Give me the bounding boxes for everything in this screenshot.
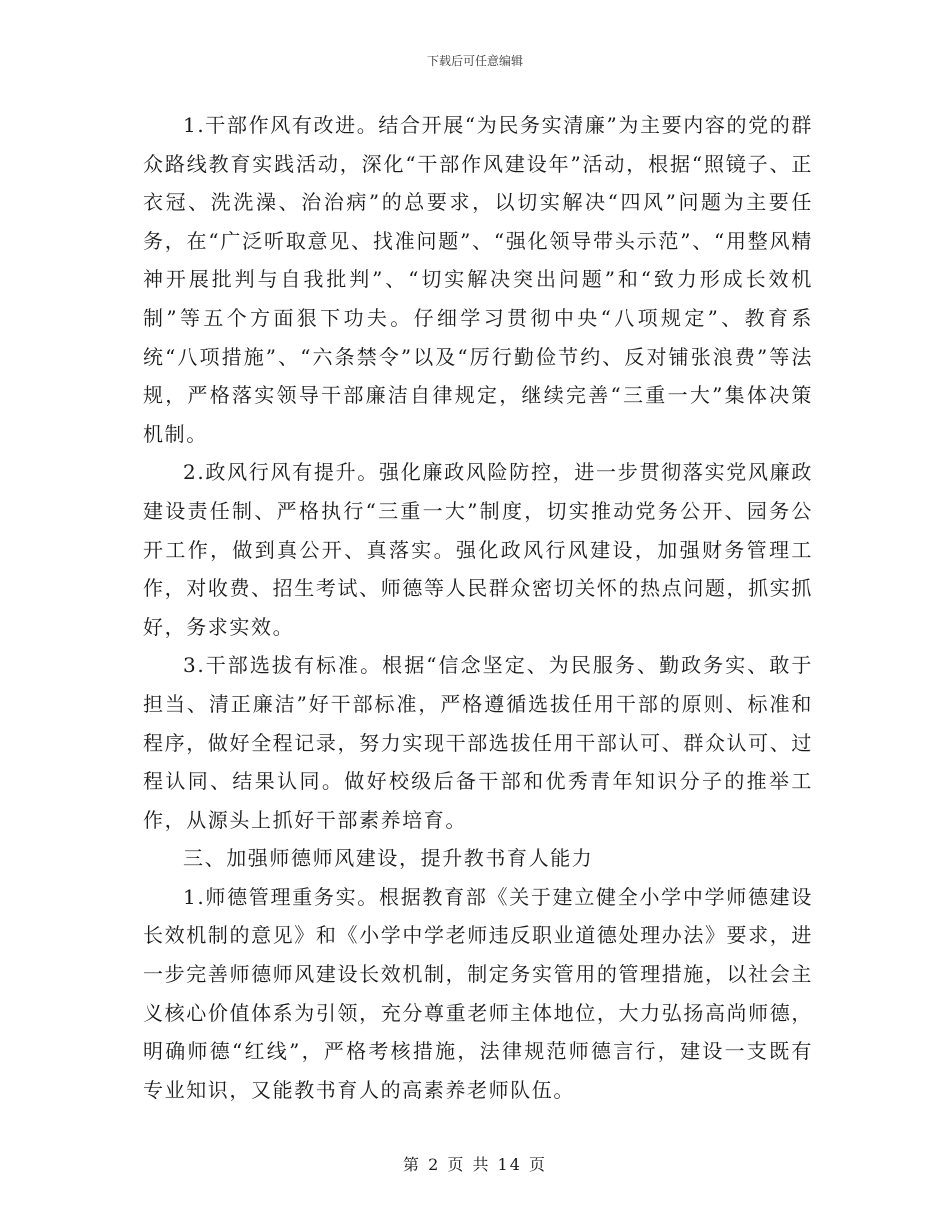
document-body [143,106,813,1109]
paragraph-cadre-selection: 3.干部选拔有标准。根据“信念坚定、为民服务、勤政务实、敢于担当、清正廉洁”好干部标准，严格遵循选拔任用干部的原则、标准和程序，做好全程记录，努力实现干部选拔任用干部认可、群众认可、过程认同、结果认同。做好校级后备干部和优秀青年知识分子的推举工作，从源头上抓好干部素养培育。 [143,653,813,832]
paragraph-government-style: 2.政风行风有提升。强化廉政风险防控，进一步贯彻落实党风廉政建设责任制、严格执行“三重一大”制度，切实推动党务公开、园务公开工作，做到真公开、真落实。强化政风行风建设，加强财务管理工作，对收费、招生考试、师德等人民群众密切关怀的热点问题，抓实抓好，务求实效。 [143,460,813,639]
paragraph-ethics-management: 1.师德管理重务实。根据教育部《关于建立健全小学中学师德建设长效机制的意见》和《小学中学老师违反职业道德处理办法》要求，进一步完善师德师风建设长效机制，制定务实管用的管理措施，以社会主义核心价值体系为引领，充分尊重老师主体地位，大力弘扬高尚师德，明确师德“红线”，严格考核措施，法律规范师德言行，建设一支既有专业知识，又能教书育人的高素养老师队伍。 [143,884,813,1102]
page-header: 下载后可任意编辑 [426,54,523,68]
paragraph-cadre-style: 1.干部作风有改进。结合开展“为民务实清廉”为主要内容的党的群众路线教育实践活动，深化“干部作风建设年”活动，根据“照镜子、正衣冠、洗洗澡、治治病”的总要求，以切实解决“四风”问题为主要任务，在“广泛听取意见、找准问题”、“强化领导带头示范”、“用整风精神开展批判与自我批判”、“切实解决突出问题”和“致力形成长效机制”等五个方面狠下功夫。仔细学习贯彻中央“八项规定”、教育系统“八项措施”、“六条禁令”以及“厉行勤俭节约、反对铺张浪费”等法规，严格落实领导干部廉洁自律规定，继续完善“三重一大”集体决策机制。 [143,113,813,446]
section-heading-teacher-ethics: 三、加强师德师风建设，提升教书育人能力 [183,846,594,871]
page-number-footer: 第 2 页 共 14 页 [403,1155,547,1174]
